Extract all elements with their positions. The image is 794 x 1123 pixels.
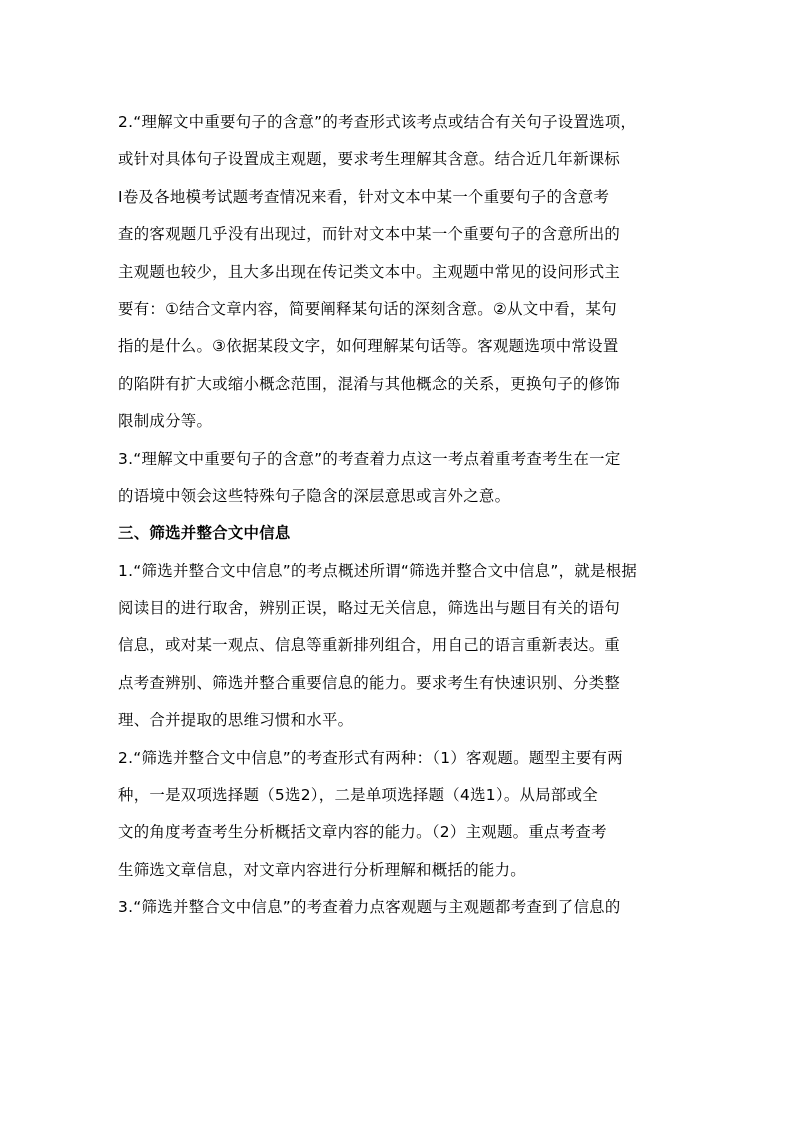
paragraph-line: 理、合并提取的思维习惯和水平。	[118, 711, 354, 730]
paragraph-line: 信息，或对某一观点、信息等重新排列组合，用自己的语言重新表达。重	[118, 636, 621, 655]
paragraph-line: Ⅰ卷及各地模考试题考查情况来看，针对文本中某一个重要句子的含意考	[118, 187, 610, 206]
paragraph-line: 阅读目的进行取舍，辨别正误，略过无关信息，筛选出与题目有关的语句	[118, 599, 621, 618]
paragraph-line: 限制成分等。	[118, 412, 213, 431]
paragraph-line: 2.“理解文中重要句子的含意”的考查形式该考点或结合有关句子设置选项，	[118, 113, 637, 131]
section-heading: 三、筛选并整合文中信息	[118, 524, 291, 543]
paragraph-line: 生筛选文章信息，对文章内容进行分析理解和概括的能力。	[118, 860, 526, 879]
paragraph-line: 主观题也较少，且大多出现在传记类文本中。主观题中常见的设问形式主	[118, 262, 621, 281]
paragraph-line: 3.“筛选并整合文中信息”的考查着力点客观题与主观题都考查到了信息的	[118, 898, 621, 917]
paragraph-line: 的语境中领会这些特殊句子隐含的深层意思或言外之意。	[118, 486, 511, 505]
paragraph-line: 查的客观题几乎没有出现过，而针对文本中某一个重要句子的含意所出的	[118, 225, 621, 244]
paragraph-line: 种，一是双项选择题（5选2），二是单项选择题（4选1）。从局部或全	[118, 786, 598, 805]
paragraph-line: 点考查辨别、筛选并整合重要信息的能力。要求考生有快速识别、分类整	[118, 673, 621, 692]
document-page	[118, 104, 684, 927]
paragraph-line: 1.“筛选并整合文中信息”的考点概述所谓“筛选并整合文中信息”，就是根据	[118, 561, 638, 580]
paragraph-line: 指的是什么。③依据某段文字，如何理解某句话等。客观题选项中常设置	[118, 337, 619, 356]
paragraph-line: 文的角度考查考生分析概括文章内容的能力。（2）主观题。重点考查考	[118, 823, 607, 842]
paragraph-line: 的陷阱有扩大或缩小概念范围，混淆与其他概念的关系，更换句子的修饰	[118, 374, 621, 393]
paragraph-line: 3.“理解文中重要句子的含意”的考查着力点这一考点着重考查考生在一定	[118, 449, 621, 468]
paragraph-line: 2.“筛选并整合文中信息”的考查形式有两种：（1）客观题。题型主要有两	[118, 748, 623, 767]
paragraph-line: 要有：①结合文章内容，简要阐释某句话的深刻含意。②从文中看，某句	[118, 299, 617, 318]
paragraph-line: 或针对具体句子设置成主观题，要求考生理解其含意。结合近几年新课标	[118, 150, 621, 169]
